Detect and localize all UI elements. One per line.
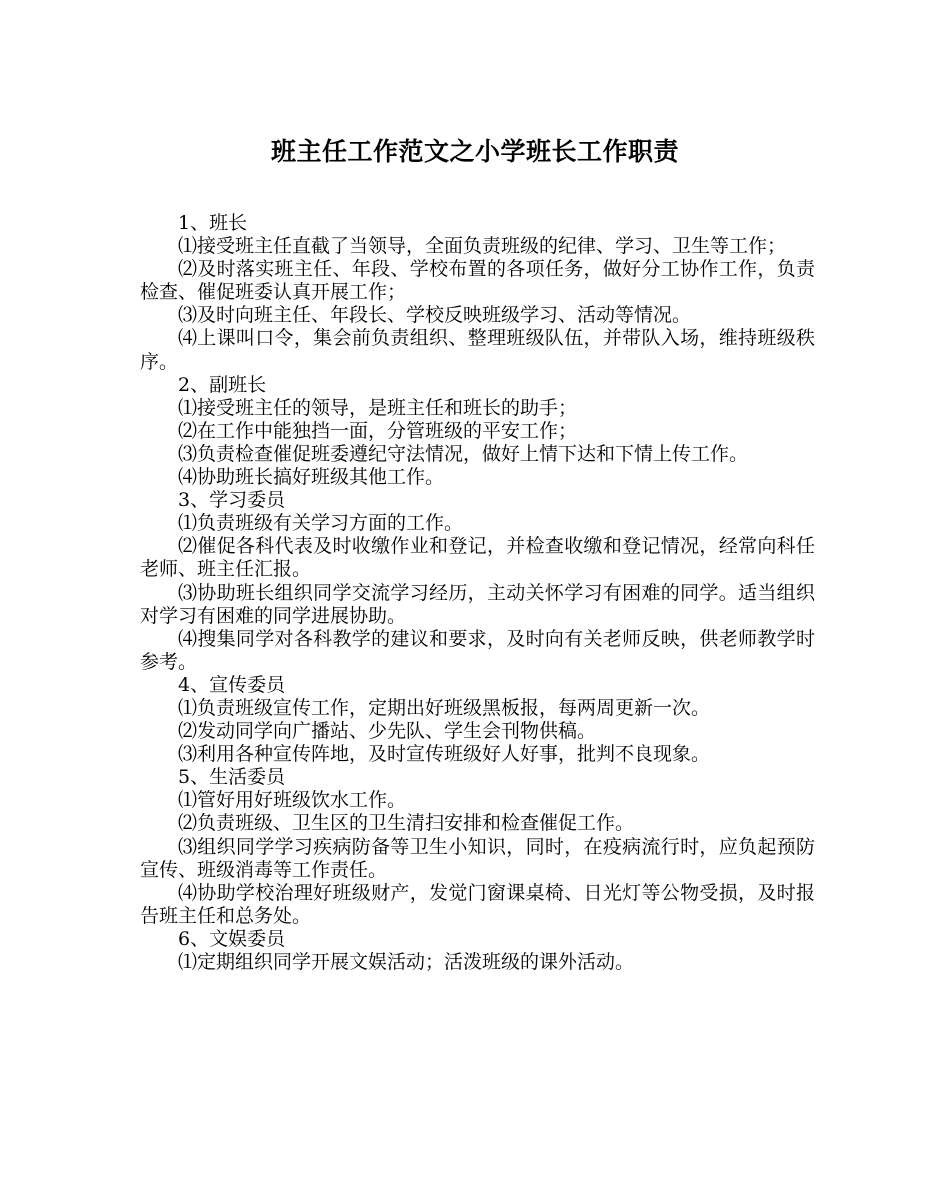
section-heading-entertainment-committee: 6、文娱委员 xyxy=(178,927,286,950)
document-title: 班主任工作范文之小学班长工作职责 xyxy=(270,137,679,166)
paragraph: ⑶负责检查催促班委遵纪守法情况，做好上情下达和下情上传工作。 xyxy=(178,442,749,465)
paragraph: ⑵及时落实班主任、年段、学校布置的各项任务，做好分工协作工作，负责检查、催促班委认真开展工作； xyxy=(140,258,815,304)
paragraph: ⑷协助学校治理好班级财产，发觉门窗课桌椅、日光灯等公物受损，及时报告班主任和总务处。 xyxy=(140,881,815,927)
document-body xyxy=(140,212,815,974)
paragraph: ⑶及时向班主任、年段长、学校反映班级学习、活动等情况。 xyxy=(178,304,692,327)
paragraph: ⑵发动同学向广播站、少先队、学生会刊物供稿。 xyxy=(178,720,597,743)
paragraph: ⑴接受班主任直截了当领导，全面负责班级的纪律、学习、卫生等工作； xyxy=(178,235,787,258)
paragraph: ⑴负责班级宣传工作，定期出好班级黑板报，每两周更新一次。 xyxy=(178,696,711,719)
section-heading-monitor: 1、班长 xyxy=(178,212,248,234)
paragraph: ⑵在工作中能独挡一面，分管班级的平安工作； xyxy=(178,419,578,442)
paragraph: ⑵负责班级、卫生区的卫生清扫安排和检查催促工作。 xyxy=(178,812,635,835)
section-heading-study-committee: 3、学习委员 xyxy=(178,489,286,512)
paragraph: ⑷上课叫口令，集会前负责组织、整理班级队伍，并带队入场，维持班级秩序。 xyxy=(140,327,815,373)
paragraph: ⑴负责班级有关学习方面的工作。 xyxy=(178,512,464,535)
section-heading-vice-monitor: 2、副班长 xyxy=(178,373,267,396)
paragraph: ⑶组织同学学习疾病防备等卫生小知识，同时，在疫病流行时，应负起预防宣传、班级消毒等工作责任。 xyxy=(140,835,815,881)
paragraph: ⑷协助班长搞好班级其他工作。 xyxy=(178,466,445,489)
section-heading-life-committee: 5、生活委员 xyxy=(178,766,286,789)
paragraph: ⑴管好用好班级饮水工作。 xyxy=(178,789,407,812)
paragraph: ⑴接受班主任的领导，是班主任和班长的助手； xyxy=(178,396,578,419)
paragraph: ⑵催促各科代表及时收缴作业和登记，并检查收缴和登记情况，经常向科任老师、班主任汇报。 xyxy=(140,535,815,581)
paragraph: ⑶利用各种宣传阵地，及时宣传班级好人好事，批判不良现象。 xyxy=(178,743,711,766)
paragraph: ⑷搜集同学对各科教学的建议和要求，及时向有关老师反映，供老师教学时参考。 xyxy=(140,627,815,673)
section-heading-publicity-committee: 4、宣传委员 xyxy=(178,673,286,696)
paragraph: ⑶协助班长组织同学交流学习经历，主动关怀学习有困难的同学。适当组织对学习有困难的同学进展协助。 xyxy=(140,581,815,627)
paragraph: ⑴定期组织同学开展文娱活动；活泼班级的课外活动。 xyxy=(178,951,635,973)
